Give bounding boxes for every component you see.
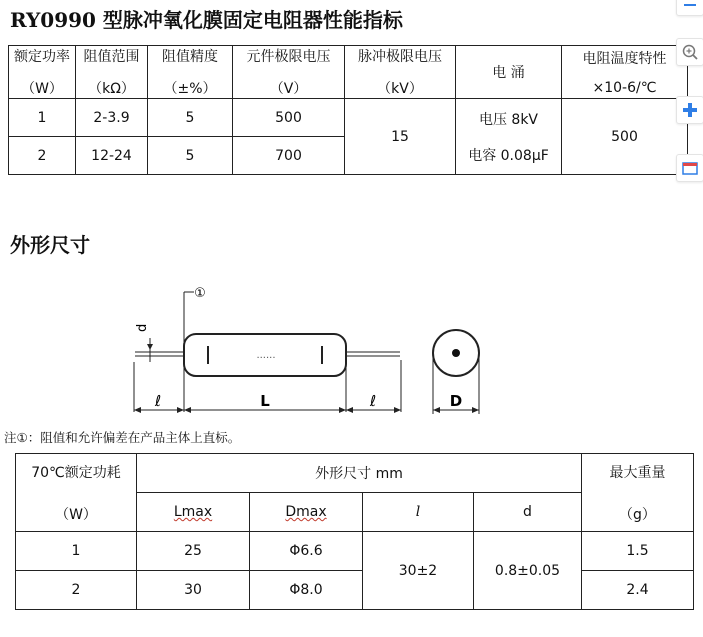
body-dots: ...... xyxy=(256,350,276,361)
table-cell: 2 xyxy=(16,571,137,610)
table-cell: 12-24 xyxy=(76,137,148,175)
section-title-performance xyxy=(0,4,403,33)
dimensions-table xyxy=(15,453,694,610)
header-line: （kΩ） xyxy=(88,81,135,97)
surge-line: 电压 8kV xyxy=(478,111,539,128)
arrow-icon xyxy=(339,407,346,413)
footnote: 注①：阻值和允许偏差在产品主体上直标。 xyxy=(4,430,241,445)
header-line: 脉冲极限电压 xyxy=(358,49,442,65)
arrow-icon xyxy=(134,407,141,413)
end-view-lead xyxy=(452,349,460,357)
table-cell: Φ6.6 xyxy=(250,532,363,571)
window-button[interactable] xyxy=(676,154,703,182)
header-cell: d xyxy=(474,493,582,532)
header-line: （W） xyxy=(21,81,63,97)
table-cell: 0.8±0.05 xyxy=(474,532,582,610)
header-line: （kV） xyxy=(377,81,423,97)
table-cell: 25 xyxy=(137,532,250,571)
floating-toolbar xyxy=(668,0,703,200)
header-line: 额定功率 xyxy=(14,49,70,65)
table-cell: 30±2 xyxy=(363,532,474,610)
table-cell: 1 xyxy=(9,99,76,137)
table-cell: 500 xyxy=(562,99,688,175)
table-row xyxy=(9,46,688,99)
puzzle-icon xyxy=(680,100,700,120)
header-line: ×10-6/℃ xyxy=(592,80,657,96)
header-cell xyxy=(345,46,456,99)
table-row xyxy=(16,571,694,610)
header-line: （g） xyxy=(619,506,656,523)
plugin-button[interactable] xyxy=(676,96,703,124)
table-cell: Φ8.0 xyxy=(250,571,363,610)
header-line: 最大重量 xyxy=(609,464,666,481)
L-label: L xyxy=(260,392,270,410)
table-cell: 1 xyxy=(16,532,137,571)
header-line: 阻值范围 xyxy=(83,49,140,65)
table-row xyxy=(16,532,694,571)
arrow-icon xyxy=(184,407,191,413)
list-button[interactable] xyxy=(676,0,703,16)
arrow-icon xyxy=(433,407,440,413)
table-cell: 1.5 xyxy=(582,532,694,571)
header-cell xyxy=(76,46,148,99)
header-line: 元件极限电压 xyxy=(246,49,331,65)
table-cell xyxy=(456,99,562,175)
section-title-text: 外形尺寸 xyxy=(10,233,90,257)
arrow-icon xyxy=(394,407,401,413)
l-label-left: ℓ xyxy=(154,392,162,410)
d-label: d xyxy=(135,323,150,332)
header-line: （V） xyxy=(269,81,308,97)
header-cell xyxy=(233,46,345,99)
header-cell xyxy=(137,493,250,532)
table-cell: 30 xyxy=(137,571,250,610)
dmax-header: Dmax xyxy=(285,504,327,520)
resistor-drawing xyxy=(0,270,520,420)
table-cell: 500 xyxy=(233,99,345,137)
table-cell: 2 xyxy=(9,137,76,175)
section-title-dimensions xyxy=(0,229,90,258)
lmax-header: Lmax xyxy=(173,504,213,520)
header-line: 电阻温度特性 xyxy=(582,51,667,67)
header-line: 70℃额定功耗 xyxy=(31,464,121,481)
table-cell: 15 xyxy=(345,99,456,175)
arrow-icon xyxy=(472,407,479,413)
table-cell: 5 xyxy=(148,137,233,175)
header-line: 电 涌 xyxy=(492,65,525,81)
header-cell xyxy=(582,454,694,532)
section-title-text: RY0990 型脉冲氧化膜固定电阻器性能指标 xyxy=(10,8,403,32)
list-icon xyxy=(682,0,698,10)
header-line: 阻值精度 xyxy=(162,49,218,65)
table-cell: 5 xyxy=(148,99,233,137)
header-line: （W） xyxy=(55,506,97,523)
header-cell: 外形尺寸 mm xyxy=(137,454,582,493)
spec-table xyxy=(8,45,688,175)
header-cell xyxy=(16,454,137,532)
header-line: （±%） xyxy=(163,81,217,97)
table-cell: 2-3.9 xyxy=(76,99,148,137)
header-cell xyxy=(456,46,562,99)
surge-line: 电容 0.08μF xyxy=(468,147,549,164)
arrow-icon xyxy=(177,407,184,413)
lead-length-header: l xyxy=(415,504,421,520)
header-cell xyxy=(250,493,363,532)
D-label: D xyxy=(449,392,463,410)
window-icon xyxy=(681,159,699,177)
table-row xyxy=(9,99,688,137)
marker-label: ① xyxy=(194,286,206,301)
table-cell: 2.4 xyxy=(582,571,694,610)
header-cell xyxy=(363,493,474,532)
arrow-icon xyxy=(147,344,153,350)
table-row xyxy=(16,454,694,493)
l-label-right: ℓ xyxy=(369,392,377,410)
header-cell xyxy=(148,46,233,99)
zoom-icon xyxy=(681,43,699,61)
arrow-icon xyxy=(346,407,353,413)
header-cell xyxy=(9,46,76,99)
zoom-button[interactable] xyxy=(676,38,703,66)
table-cell: 700 xyxy=(233,137,345,175)
